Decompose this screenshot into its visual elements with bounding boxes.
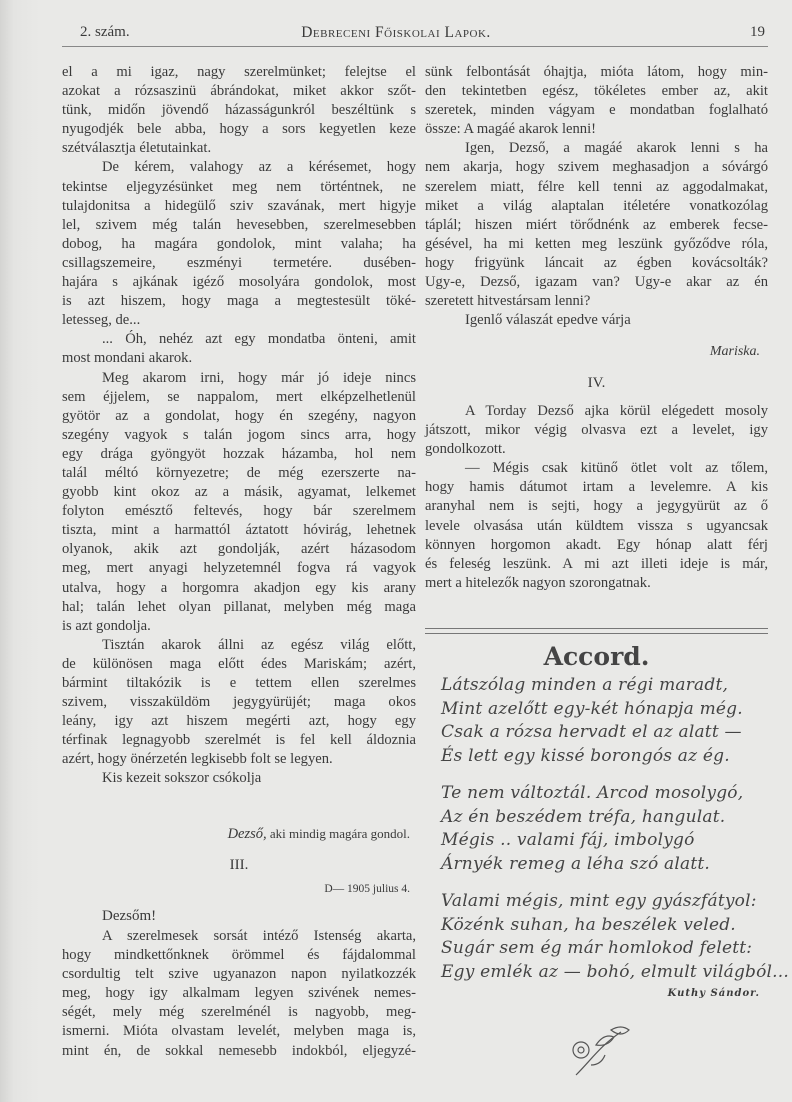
text-line: olyanok, akik azt gondolják, azért házasodom [62, 541, 416, 558]
text-line: könnyen horgomon akadt. Egy hónap alatt férj [425, 536, 768, 553]
paragraph [62, 369, 416, 636]
text-line: mint én, de sokkal nemesebb indokból, eljegyzé- [62, 1042, 416, 1059]
text-line: levele olvasása után küldtem vissza s ugyancsak [425, 517, 768, 534]
text-line: ségét, mely még szerelménél is nagyobb, meg- [62, 1004, 416, 1021]
dateline: D— 1905 julius 4. [324, 883, 410, 895]
text-line: Igen, Dezső, a magáé akarok lenni s ha [465, 140, 768, 157]
poem-stanza [441, 782, 789, 876]
section-heading-iii: III. [229, 857, 249, 873]
poem-line: Látszólag minden a régi maradt, [441, 675, 729, 695]
text-line: és feleség leszünk. A mi azt illeti ideje is már, [425, 555, 768, 572]
text-line: nyugodjék bele abba, hogy a sors kegyetlen keze [62, 121, 416, 138]
poem-line: Te nem változtál. Arcod mosolygó, [441, 783, 744, 803]
text-line: sem éjjelem, se nappalom, mert elképzelhetlenül [62, 388, 416, 405]
text-line: leány, igy azt hiszem megérti azt, hogy egy [62, 713, 416, 730]
poem-line: És lett egy kissé borongós az ég. [441, 745, 730, 766]
text-line: szerelem miatt, félre kell tenni az aggodalmakat, [425, 178, 768, 195]
text-line: is azt hiszem, hogy maga a megtestesült töké- [62, 293, 416, 310]
text-line: utalva, hogy a horgomra akadjon egy kis arany [62, 579, 416, 596]
text-line: hal; talán lehet olyan pillanat, melyben még maga [62, 598, 416, 615]
left-column-text-2 [62, 927, 416, 1061]
poem-line: Valami mégis, mint egy gyászfátyol: [441, 891, 757, 911]
text-line: gyobb kint okoz az a másik, agyamat, lelkemet [62, 484, 416, 501]
paragraph [425, 139, 768, 311]
paragraph [62, 63, 416, 158]
poem-line: Sugár sem ég már homlokod felett: [441, 938, 753, 958]
text-line: azokat a rózsaszinü ábrándokat, miket akkor szőt- [62, 83, 416, 100]
text-line: gésével, ha mi ketten meg leszünk győződve róla, [425, 235, 768, 252]
poem-line: Közénk suhan, ha beszélek veled. [441, 914, 736, 935]
text-line: Meg akarom irni, hogy már jó ideje nincs [102, 369, 416, 386]
paragraph [425, 311, 768, 330]
floral-ornament-icon [566, 1020, 636, 1085]
issue-number: 2. szám. [80, 24, 130, 40]
text-line: tünk, midőn jövendő házasságunkról beszéltünk s [62, 102, 416, 119]
text-line: el a mi igaz, nagy szerelmünket; felejtse el [62, 64, 416, 80]
text-line: tiszta, mint a harmattól áztatott hóvirág, lehetnek [62, 522, 416, 539]
paragraph [62, 636, 416, 770]
text-line: miket a világ alaptalan itéletére vonatkozólag [425, 197, 768, 214]
text-line: egy drága gyöngyöt hozzak házamba, hol nem [62, 445, 416, 462]
paragraph [62, 330, 416, 368]
paragraph [62, 769, 416, 788]
text-line: hogy hamis dátumot irtam a levelemre. A kis [425, 479, 768, 496]
poem-body [441, 674, 789, 984]
text-line: hogy frigyünk láncait az égben kovácsolták? [425, 254, 768, 271]
poem-author: Kuthy Sándor. [667, 988, 760, 999]
paragraph [425, 402, 768, 459]
text-line: össze: A magáé akarok lenni! [425, 121, 597, 138]
text-line: Ugy-e, Dezső, igazam van? Ugy-e akar az én [425, 274, 768, 291]
paragraph [62, 158, 416, 330]
poem-line: Mégis .. valami fáj, imbolygó [441, 830, 695, 850]
text-line: szegény vagyok s talán jogom sincs arra, hogy [62, 426, 416, 443]
poem-stanza [441, 674, 789, 768]
text-line: ... Óh, nehéz azt egy mondatba önteni, amit [102, 331, 416, 348]
poem-title: Accord. [543, 642, 650, 671]
text-line: most mondani akarok. [62, 350, 193, 367]
text-line: gyötör az a gondolat, hogy én szegény, nagyon [62, 407, 416, 424]
text-line: aranyhal nem is sejti, hogy a jegygyürüt az ő [425, 498, 768, 515]
text-line: meg, hogy igy alkalmam legyen szivének nemes- [62, 985, 416, 1002]
paragraph [425, 63, 768, 139]
text-line: A Torday Dezső ajka körül elégedett mosoly [465, 403, 768, 419]
text-line: meg, mert anyagi helyzetemnél fogva rá vagyok [62, 560, 416, 577]
letter-signature [62, 826, 410, 843]
text-line: játszott, mikor végig olvasva ezt a levelet, igy [425, 422, 768, 439]
right-column-text-2 [425, 402, 768, 593]
page-number: 19 [750, 24, 765, 40]
text-line: térfinak legnagyobb szerelmét is fel kell áldoznia [62, 732, 416, 749]
left-column-text-1 [62, 63, 416, 789]
poem-line: Csak a rózsa hervadt el az alatt — [441, 722, 742, 742]
text-line: csordultig telt szive ugyanazon napon nyilatkozzék [62, 966, 416, 983]
poem-line: Egy emlék az — bohó, elmult világból... [441, 961, 789, 982]
paragraph [425, 459, 768, 593]
text-line: bármint tiltakózik is e tettem ellen szerelmes [62, 675, 416, 691]
text-line: hogy mindkettőnknek örömmel és fájdalommal [62, 947, 416, 964]
text-line: Kis kezeit sokszor csókolja [102, 770, 262, 787]
salutation: Dezsőm! [102, 908, 157, 924]
journal-title: Debreceni Főiskolai Lapok. [301, 24, 491, 41]
text-line: gondolkozott. [425, 441, 506, 458]
signature-name: Dezső, [227, 826, 267, 842]
text-line: den tekintetben egész, tökéletes ember az, akit [425, 83, 768, 100]
text-line: dobog, ha magára gondolok, mint valaha; ha [62, 235, 416, 252]
text-line: folyton emésztő feltevés, hogy bár szerelmem [62, 503, 416, 520]
section-divider [425, 628, 768, 634]
text-line: azért, hogy önérzetén legkisebb folt se legyen. [62, 751, 333, 768]
text-line: nem akarja, hogy szivem meghasadjon a sóvárgó [425, 159, 768, 176]
text-line: tekintse eljegyzésünket meg nem történtnek, ne [62, 178, 416, 195]
text-line: mert a hitelezők nagyon szorongatnak. [425, 574, 651, 591]
text-line: táplál; hiszen miért törődnénk az emberek fecse- [425, 216, 768, 233]
signature-remark: aki mindig magára gondol. [266, 826, 410, 841]
text-line: De kérem, valahogy az a kérésemet, hogy [102, 159, 416, 176]
header-rule [62, 46, 768, 47]
text-line: lel, szivem még talán hevesebben, szerelmesebben [62, 216, 416, 233]
text-line: de különösen maga előtt édes Mariskám; azért, [62, 655, 416, 672]
text-line: A szerelmesek sorsát intéző Istenség akarta, [102, 928, 416, 944]
text-line: hajára s ajkának igéző mosolyára gondolok, most [62, 274, 416, 291]
text-line: csillagszemeire, eszményi termetére. dusében- [62, 254, 416, 271]
letter-signature-mariska: Mariska. [709, 344, 760, 359]
poem-line: Az én beszédem tréfa, hangulat. [441, 806, 726, 827]
section-heading-iv: IV. [587, 375, 606, 391]
text-line: sünk felbontását óhajtja, mióta látom, hogy min- [425, 64, 768, 80]
text-line: letesseg, de... [62, 312, 141, 329]
right-column-text-1 [425, 63, 768, 330]
text-line: tulajdonitsa a hidegülő sziv szavának, mert higyje [62, 197, 416, 214]
text-line: is azt gondolja. [62, 617, 151, 634]
text-line: szétválasztja életutainkat. [62, 140, 212, 157]
text-line: szivem, visszaküldöm jegygyürüjét; maga okos [62, 694, 416, 711]
paragraph [62, 927, 416, 1061]
poem-stanza [441, 890, 789, 984]
text-line: szeretek, minden vágyam e mondatban foglalható [425, 102, 768, 119]
text-line: Igenlő válaszát epedve várja [465, 312, 631, 329]
poem-line: Mint azelőtt egy-két hónapja még. [441, 698, 743, 719]
text-line: — Mégis csak kitünő ötlet volt az tőlem, [465, 460, 768, 477]
poem-line: Árnyék remeg a léha szó alatt. [441, 853, 710, 874]
text-line: Tisztán akarok állni az egész világ előtt, [102, 636, 416, 653]
text-line: ismerni. Mióta olvastam levelét, melyben maga is, [62, 1023, 416, 1040]
text-line: szeretett hitvestársam lenni? [425, 293, 591, 310]
text-line: talál méltó környezetre; de még ezerszerte na- [62, 464, 416, 481]
